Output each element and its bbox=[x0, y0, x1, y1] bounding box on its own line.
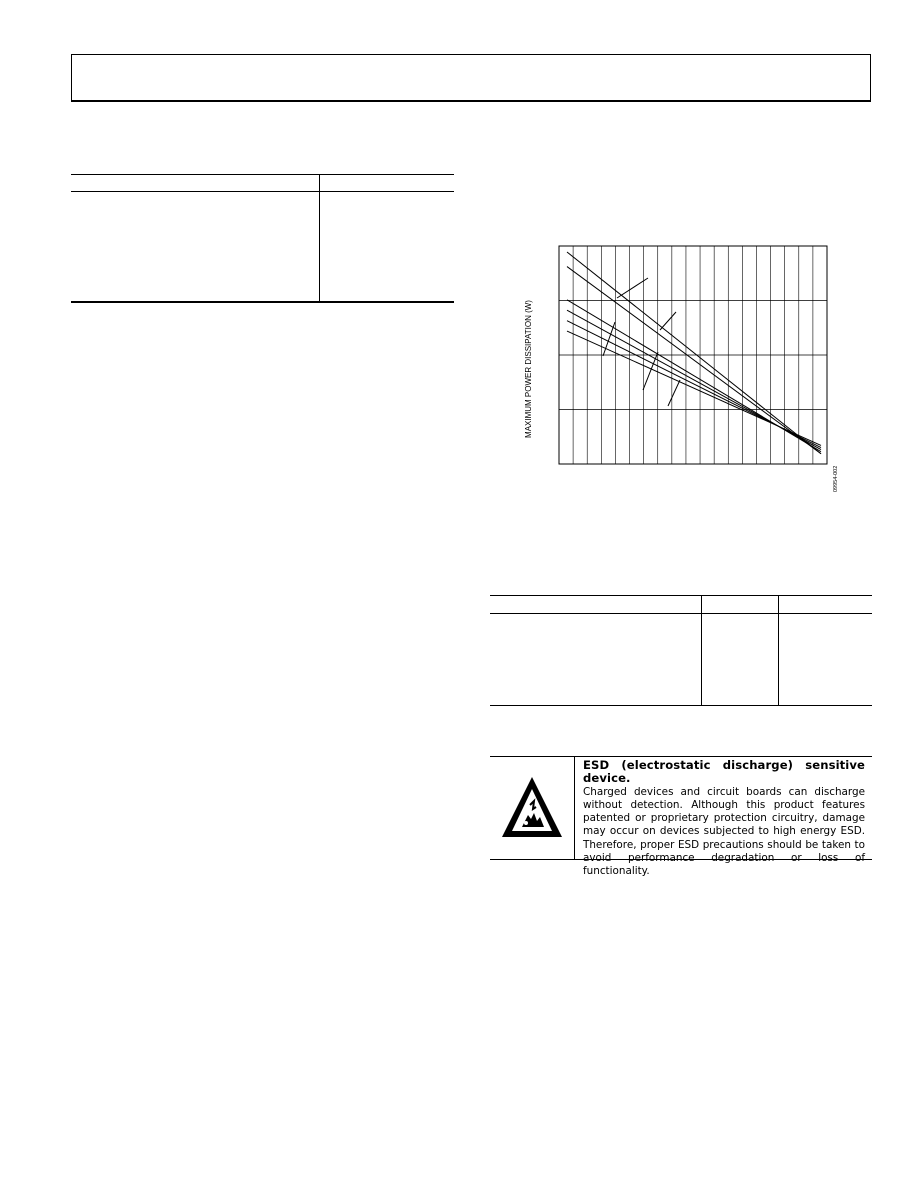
table-bottom-rule bbox=[490, 705, 872, 706]
y-axis-label: MAXIMUM POWER DISSIPATION (W) bbox=[524, 300, 533, 438]
table-column-divider bbox=[701, 595, 702, 706]
table-bottom-rule bbox=[71, 301, 454, 303]
esd-body: Charged devices and circuit boards can discharge without detection. Although this product features patented or proprietary protection circuitry, damage may occur on devices subjected to high energy ESD. Therefore, proper ESD precautions should be taken to avoid performance degradation or loss of functionality. bbox=[583, 785, 865, 878]
thermal-resistance-table bbox=[490, 595, 872, 707]
figure-id: 09954-002 bbox=[833, 465, 839, 492]
callout-arrow bbox=[660, 312, 676, 330]
power-dissipation-chart bbox=[518, 240, 848, 500]
table-column-divider bbox=[778, 595, 779, 706]
page-header-frame bbox=[71, 54, 871, 102]
chart-svg bbox=[518, 240, 848, 500]
absolute-maximum-ratings-table bbox=[71, 174, 454, 304]
series-line bbox=[567, 331, 821, 445]
series-line bbox=[567, 267, 821, 454]
table-header-rule bbox=[71, 191, 454, 192]
esd-warning-icon bbox=[500, 775, 564, 841]
esd-divider bbox=[574, 757, 575, 859]
esd-caution-box bbox=[490, 756, 872, 878]
esd-title: ESD (electrostatic discharge) sensitive device. bbox=[583, 758, 865, 786]
esd-notice bbox=[583, 759, 865, 879]
table-top-rule bbox=[490, 595, 872, 596]
table-header-rule bbox=[490, 613, 872, 614]
table-column-divider bbox=[319, 174, 320, 302]
callout-arrow bbox=[668, 380, 680, 406]
table-top-rule bbox=[71, 174, 454, 175]
series-line bbox=[567, 252, 821, 454]
